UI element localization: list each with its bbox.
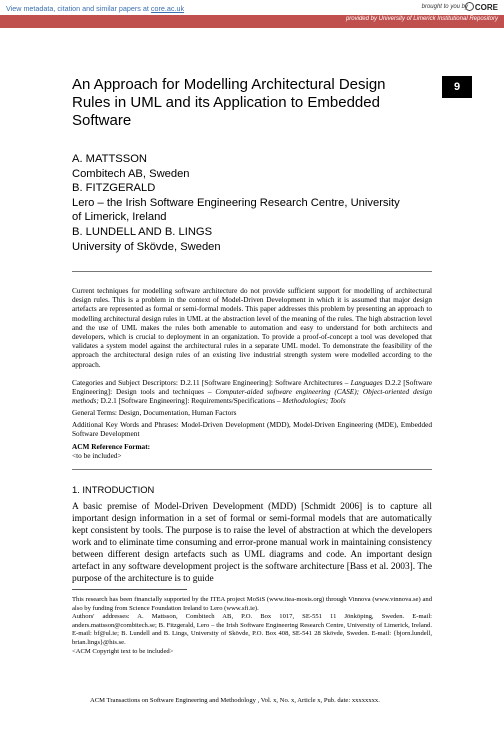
author-block (72, 152, 442, 254)
chapter-number-badge: 9 (442, 76, 472, 98)
core-link-anchor[interactable]: core.ac.uk (150, 4, 185, 13)
acm-reference (72, 442, 432, 460)
categories-prefix: Categories and Subject Descriptors: D.2.11 [Software Engineering]: Software Architectures – (72, 378, 351, 387)
core-logo[interactable] (465, 2, 498, 12)
core-header (0, 0, 504, 30)
author-name: B. FITZGERALD (72, 182, 156, 195)
footnote-addresses: Authors' addresses: A. Mattsson, Combitech AB, P.O. Box 1017, SE-551 11 Jönköping, Sweden. E-mail: anders.mattsson@combitech.se; B. Fitzgerald, Lero – the Irish Software Engineering Research Centre, University of Limerick, Ireland. E-mail: bf@ul.ie; B. Lundell and B. Lings, University of Skövde, P.O. Box 408, SE-541 28 Skövde, Sweden. E-mail: {bjorn.lundell, brian.lings}@his.se. (72, 613, 432, 646)
categories-languages: Languages (350, 378, 383, 387)
author-affiliation: of Limerick, Ireland (72, 211, 167, 224)
abstract-top-rule (72, 271, 432, 272)
provided-by-text[interactable]: provided by University of Limerick Institutional Repository (345, 16, 498, 22)
author-name: B. LUNDELL AND B. LINGS (72, 225, 213, 238)
categories-em2: Methodologies; Tools (282, 396, 346, 406)
additional-keywords: Additional Key Words and Phrases: Model-Driven Development (MDD), Model-Driven Engineering (MDE), Embedded Software Development (72, 420, 432, 439)
acm-reference-value: <to be included> (72, 451, 122, 461)
core-link-prefix: View metadata, citation and similar papers at (6, 4, 149, 13)
footnote-copyright: <ACM Copyright text to be included> (72, 647, 174, 655)
core-logo-text: CORE (474, 3, 498, 12)
footnote-rule (72, 589, 187, 590)
section-heading: 1. INTRODUCTION (72, 484, 155, 495)
general-terms: General Terms: Design, Documentation, Human Factors (72, 408, 237, 417)
author-affiliation: Lero – the Irish Software Engineering Research Centre, University (72, 196, 400, 209)
acm-reference-label: ACM Reference Format: (72, 442, 151, 451)
introduction-paragraph: A basic premise of Model-Driven Development (MDD) [Schmidt 2006] is to capture all important design information in a set of formal or semi-formal models that are automatically kept consistent by tools. The purpose is to raise the level of abstraction at which the developers work and to eliminate time consuming and error-prone manual work in maintaining consistency between different design artefacts such as UML diagrams and code. An important design artefact in any software development project is the software architecture [Bass et al. 2003]. The purpose of the architecture is to guide (72, 502, 432, 584)
author-affiliation: Combitech AB, Sweden (72, 167, 190, 180)
categories-mid2: D.2.1 [Software Engineering]: Requirements/Specifications – (98, 396, 283, 406)
abstract-bottom-rule (72, 469, 432, 470)
brought-to-you-text: brought to you by (421, 4, 468, 10)
categories-mid1: D.2.2 [Software Engineering]: Design tools and techniques – (72, 378, 432, 397)
journal-footer: ACM Transactions on Software Engineering and Methodology , Vol. x, No. x, Article x, Pub. date: xxxxxxxx. (90, 697, 380, 704)
footnotes (72, 596, 432, 656)
abstract-text: Current techniques for modelling software architecture do not provide sufficient support for modelling of architectural design rules. This is a problem in the context of Model-Driven Development in which it is assumed that major design artefacts are represented as formal or semi-formal models. This paper addresses this problem by presenting an approach to modelling architectural design rules in UML at the abstraction level of the meaning of the rules. The high abstraction level and the use of UML makes the rules both amenable to automation and easy to understand for both architects and developers, which is crucial to deployment in an organization. To provide a proof-of-concept a tool was developed that validates a system model against the architectural rules in a separate UML model. To demonstrate the feasibility of the approach the architectural design rules of an existing live industrial strength system were modelled according to the approach. (72, 286, 432, 369)
categories-em1: Computer-aided software engineering (CASE); Object-oriented design methods; (72, 387, 432, 406)
core-logo-icon (465, 2, 474, 11)
paper-title: An Approach for Modelling Architectural Design Rules in UML and its Application to Embedded Software (72, 76, 386, 129)
author-name: A. MATTSSON (72, 153, 148, 165)
author-affiliation: University of Skövde, Sweden (72, 240, 221, 253)
categories-descriptors (72, 378, 432, 406)
core-metadata-link[interactable] (6, 4, 184, 13)
repository-banner (0, 15, 504, 28)
footnote-funding: This research has been financially supported by the ITEA project MoSiS (www.itea-mosis.org) through Vinnova (www.vinnova.se) and also by funding from Science Foundation Ireland to Lero (www.sfi.ie). (72, 596, 432, 612)
